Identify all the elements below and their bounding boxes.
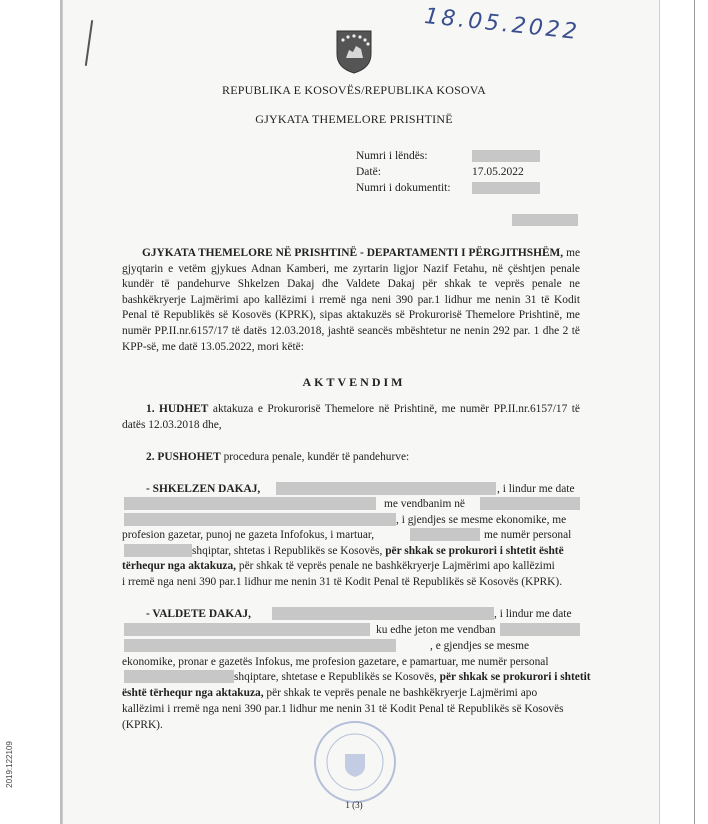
person-1-line7: i rremë nga neni 390 par.1 lidhur me nenin 31 të Kodit Penal të Republikës së Kosovës (KPRK). — [122, 576, 563, 588]
redacted-personal-no-1b — [124, 544, 192, 557]
person-2-line8: (KPRK). — [122, 719, 163, 731]
header-republic: REPUBLIKA E KOSOVËS/REPUBLIKA KOSOVA — [221, 83, 486, 97]
redacted-birthplace-1 — [124, 497, 376, 510]
item-2-number: 2. — [146, 451, 155, 463]
stamp-text — [300, 718, 381, 720]
redacted-personal-no-2 — [124, 670, 234, 683]
person-2-line7: kallëzimi i rremë nga neni 390 par.1 lidhur me nenin 31 të Kodit Penal të Republikës së Kosovës — [122, 703, 564, 715]
person-1-born: , i lindur me date — [497, 483, 575, 495]
kosovo-emblem-icon — [334, 28, 374, 79]
item-2-verb: PUSHOHET — [157, 451, 221, 463]
person-2-name-text: - VALDETE DAKAJ, — [146, 608, 251, 620]
intro-paragraph — [122, 246, 580, 355]
date-label: Datë: — [356, 166, 381, 178]
person-1-line5-bold: për shkak se prokurori i shtetit është — [385, 545, 564, 557]
side-identifier: 2019:122109 — [4, 741, 14, 788]
redacted-birthplace-2 — [124, 623, 370, 636]
item-1-verb: HUDHET — [159, 403, 209, 415]
court-stamp — [300, 718, 410, 811]
person-1-line6-bold: tërhequr nga aktakuza, — [122, 560, 237, 572]
person-1-line6-text: për shkak të veprës penale ne bashkëkryerje Lajmërimi apo kallëzimi — [238, 560, 555, 572]
document-number-label: Numri i dokumentit: — [356, 182, 451, 194]
person-1-residence: me vendbanim në — [384, 498, 465, 510]
redacted-birth-2 — [272, 607, 494, 620]
person-1-line4a: profesion gazetar, punoj ne gazeta Infofokus, i martuar, — [122, 529, 375, 541]
date-value: 17.05.2022 — [472, 166, 524, 178]
person-2-line3: , e gjendjes se mesme — [430, 640, 530, 652]
court-name-bold: GJYKATA THEMELORE NË PRISHTINË - DEPARTAMENTI I PËRGJITHSHËM, — [142, 247, 564, 259]
person-2-line5 — [234, 670, 591, 686]
person-2-line4: ekonomike, pronar e gazetës Infokus, me profesion gazetare, e pamartuar, me numër personal — [122, 656, 549, 668]
page-number: 1 (3) — [345, 800, 363, 810]
intro-text: me gjyqtarin e vetëm gjykues Adnan Kamberi, me zyrtarin ligjor Nazif Fetahu, në çështjen penale kundër të pandehurve Shkelzen Dakaj dhe Valdete Dakaj për shkak te veprës penale ne bashkëkryerje Lajmërimi apo kallëzimi i rremë nga neni 390 par.1 lidhur me nenin 31 të Kodit Penal të Republikës së Kosovës (KPRK), sipas aktakuzës së Prokurorisë Themelore Prishtinë, me numër PP.II.nr.6157/17 të datës 12.03.2018, jashtë seancës mbështetur ne nenin 292 par. 1 dhe 2 të KPP-së, me datë 13.05.2022, mori këtë: — [122, 247, 580, 353]
header-court: GJYKATA THEMELORE PRISHTINË — [255, 112, 453, 126]
person-2-line5a: shqiptare, shtetase e Republikës se Kosovës, — [234, 671, 437, 683]
case-number-label: Numri i lëndës: — [356, 150, 428, 162]
item-2-text: procedura penale, kundër të pandehurve: — [223, 451, 410, 463]
person-2-line6-text: për shkak te veprës penale ne bashkëkryerje Lajmërimi apo — [266, 687, 538, 699]
person-1-line5a: shqiptar, shtetas i Republikës se Kosovës, — [192, 545, 383, 557]
person-2-line5-bold: për shkak se prokurori i shtetit — [439, 671, 591, 683]
person-2-line6 — [122, 686, 537, 702]
item-1-text: aktakuza e Prokurorisë Themelore në Prishtinë, me numër PP.II.nr.6157/17 të datës 12.03.2018 dhe, — [122, 403, 580, 431]
person-2-line6-bold: është tërhequr nga aktakuza, — [122, 687, 264, 699]
person-1-line5 — [192, 544, 564, 560]
redacted-address-2 — [500, 623, 580, 636]
redacted-document-number — [472, 182, 540, 194]
handwritten-date: 18.05.2022 — [423, 3, 581, 46]
redacted-case-number — [472, 150, 540, 162]
redacted-personal-no-1 — [410, 528, 480, 541]
person-1-line4b: me numër personal — [484, 529, 572, 541]
redacted-address-1b — [124, 513, 396, 526]
item-2 — [146, 450, 409, 466]
item-1 — [122, 402, 580, 433]
person-2-line2: ku edhe jeton me vendban — [376, 624, 496, 636]
person-1-line3: , i gjendjes se mesme ekonomike, me — [396, 514, 567, 526]
redacted-address-1 — [480, 497, 580, 510]
item-1-number: 1. — [146, 403, 155, 415]
redacted-address-2b — [124, 639, 396, 652]
redacted-reference — [512, 214, 578, 226]
person-1-name-text: - SHKELZEN DAKAJ, — [146, 483, 261, 495]
decision-title: AKTVENDIM — [302, 375, 406, 389]
person-1-line6 — [122, 559, 555, 575]
person-1-name — [146, 482, 260, 498]
redacted-birth-1 — [276, 482, 496, 495]
person-2-born: , i lindur me date — [494, 608, 572, 620]
person-2-name — [146, 607, 251, 623]
